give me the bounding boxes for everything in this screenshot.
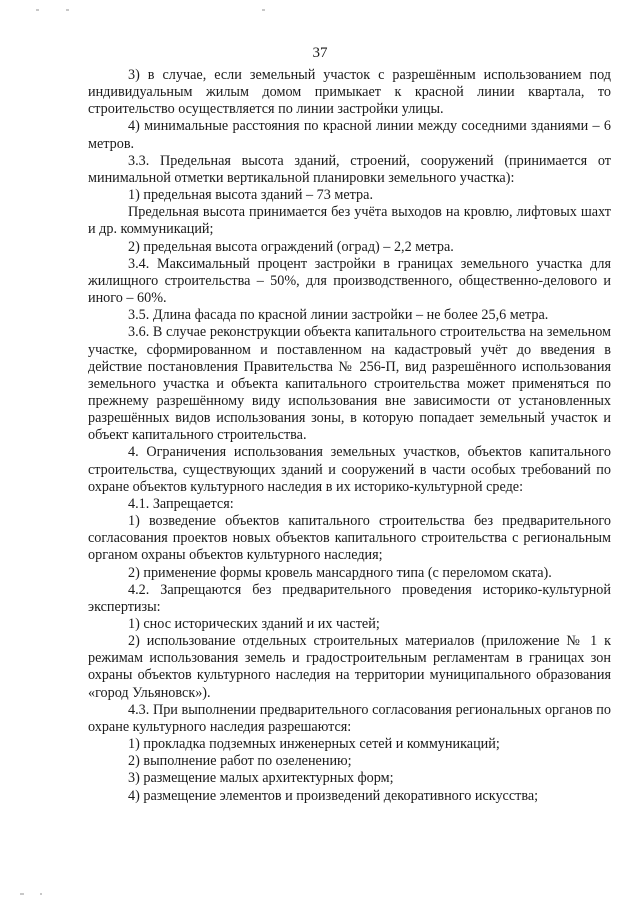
paragraph: Предельная высота принимается без учёта выходов на кровлю, лифтовых шахт и др. коммуникаций; xyxy=(88,204,611,238)
paragraph: 3.4. Максимальный процент застройки в границах земельного участка для жилищного строительства – 50%, для производственного, общественно-делового и иного – 60%. xyxy=(88,255,611,307)
page-number: 37 xyxy=(312,45,328,61)
paragraph: 3) размещение малых архитектурных форм; xyxy=(128,770,394,787)
paragraph: 3.3. Предельная высота зданий, строений, сооружений (принимается от минимальной отметки вертикальной планировки земельного участка): xyxy=(88,152,611,186)
paragraph: 2) выполнение работ по озеленению; xyxy=(128,753,352,770)
paragraph: 3.6. В случае реконструкции объекта капитального строительства на земельном участке, сформированном и поставленном на кадастровый учёт до введения в действие постановления Правительства № 256-П, вид разрешённого использования земельного участка и объекта капитального строительства может применяться по прежнему разрешённому виду использования вне зависимости от установленных разрешённых видов использования зоны, в которую попадает земельный участок и объект капитального строительства. xyxy=(88,324,611,444)
scan-artifact-bottom xyxy=(20,893,24,895)
paragraph: 1) предельная высота зданий – 73 метра. xyxy=(128,187,373,204)
scan-artifact-top xyxy=(66,9,69,11)
document-body xyxy=(88,67,611,805)
scan-artifact-bottom xyxy=(40,893,42,895)
scan-artifact-top xyxy=(36,9,39,11)
paragraph: 4.2. Запрещаются без предварительного проведения историко-культурной экспертизы: xyxy=(88,581,611,615)
paragraph: 4.1. Запрещается: xyxy=(128,495,234,512)
paragraph: 4. Ограничения использования земельных участков, объектов капитального строительства, существующих зданий и сооружений в части особых требований по охране объектов культурного наследия в их историко-культурной среде: xyxy=(88,444,611,495)
paragraph: 1) прокладка подземных инженерных сетей и коммуникаций; xyxy=(128,736,500,753)
paragraph: 3) в случае, если земельный участок с разрешённым использованием под индивидуальным жилым домом примыкает к красной линии квартала, то строительство осуществляется по линии застройки улицы. xyxy=(88,67,611,118)
scan-artifact-top xyxy=(262,9,265,11)
paragraph: 1) снос исторических зданий и их частей; xyxy=(128,616,380,632)
paragraph: 4) минимальные расстояния по красной линии между соседними зданиями – 6 метров. xyxy=(88,118,611,152)
paragraph: 4) размещение элементов и произведений декоративного искусства; xyxy=(128,787,539,804)
paragraph: 1) возведение объектов капитального строительства без предварительного согласования проектов новых объектов капитального строительства с региональным органом охраны объектов культурного наследия; xyxy=(88,513,611,564)
paragraph: 3.5. Длина фасада по красной линии застройки – не более 25,6 метра. xyxy=(128,307,549,324)
paragraph: 2) применение формы кровель мансардного типа (с переломом ската). xyxy=(128,564,552,581)
paragraph: 2) предельная высота ограждений (оград) – 2,2 метра. xyxy=(128,238,454,255)
paragraph: 2) использование отдельных строительных материалов (приложение № 1 к режимам использования земель и градостроительным регламентам в границах зон охраны объектов культурного наследия на территории муниципального образования «город Ульяновск»). xyxy=(88,633,611,701)
paragraph: 4.3. При выполнении предварительного согласования региональных органов по охране культурного наследия разрешаются: xyxy=(88,701,611,735)
